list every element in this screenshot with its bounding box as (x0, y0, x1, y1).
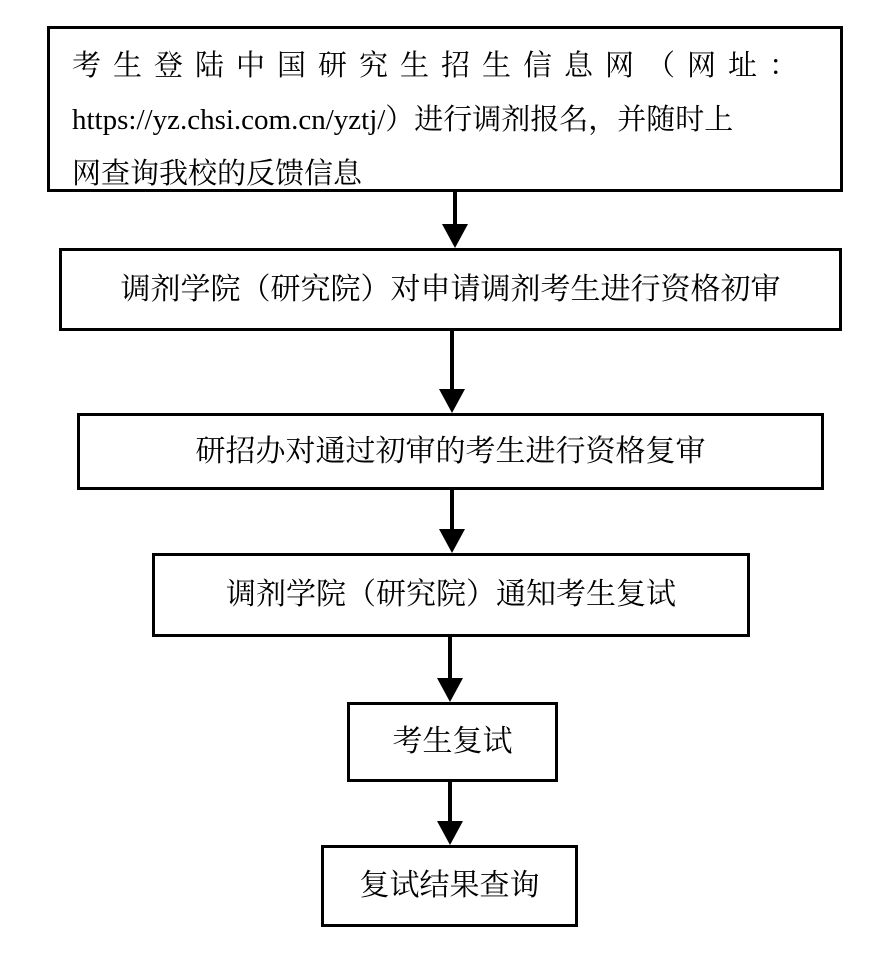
registration-text-line-2: https://yz.chsi.com.cn/yztj/）进行调剂报名，并随时上 (72, 104, 734, 136)
registration-text-line-1: 考生登陆中国研究生招生信息网（网址： (72, 50, 811, 82)
flow-arrow-2 (439, 331, 465, 413)
arrow-head-down-icon (442, 224, 468, 248)
step-box-online-registration (47, 26, 843, 192)
arrow-shaft (448, 637, 452, 678)
flow-arrow-1 (442, 192, 468, 248)
step-box-preliminary-review (59, 248, 842, 331)
flow-arrow-4 (437, 637, 463, 702)
step-label: 复试结果查询 (359, 869, 540, 902)
step-label: 调剂学院（研究院）对申请调剂考生进行资格初审 (120, 272, 781, 306)
arrow-head-down-icon (439, 529, 465, 553)
arrow-shaft (450, 331, 454, 389)
step-box-secondary-review (77, 413, 824, 490)
arrow-shaft (453, 192, 457, 224)
arrow-head-down-icon (437, 678, 463, 702)
step-label: 调剂学院（研究院）通知考生复试 (226, 578, 676, 611)
step-box-result-query (321, 845, 578, 927)
step-label: 考生复试 (392, 725, 513, 758)
step-label: 研招办对通过初审的考生进行资格复审 (195, 434, 706, 468)
flow-arrow-5 (437, 782, 463, 845)
step-box-candidate-retest (347, 702, 558, 782)
registration-text-line-3: 网查询我校的反馈信息 (72, 158, 363, 190)
flow-arrow-3 (439, 490, 465, 553)
arrow-head-down-icon (437, 821, 463, 845)
step-box-notify-retest (152, 553, 750, 637)
arrow-shaft (448, 782, 452, 821)
arrow-head-down-icon (439, 389, 465, 413)
arrow-shaft (450, 490, 454, 529)
